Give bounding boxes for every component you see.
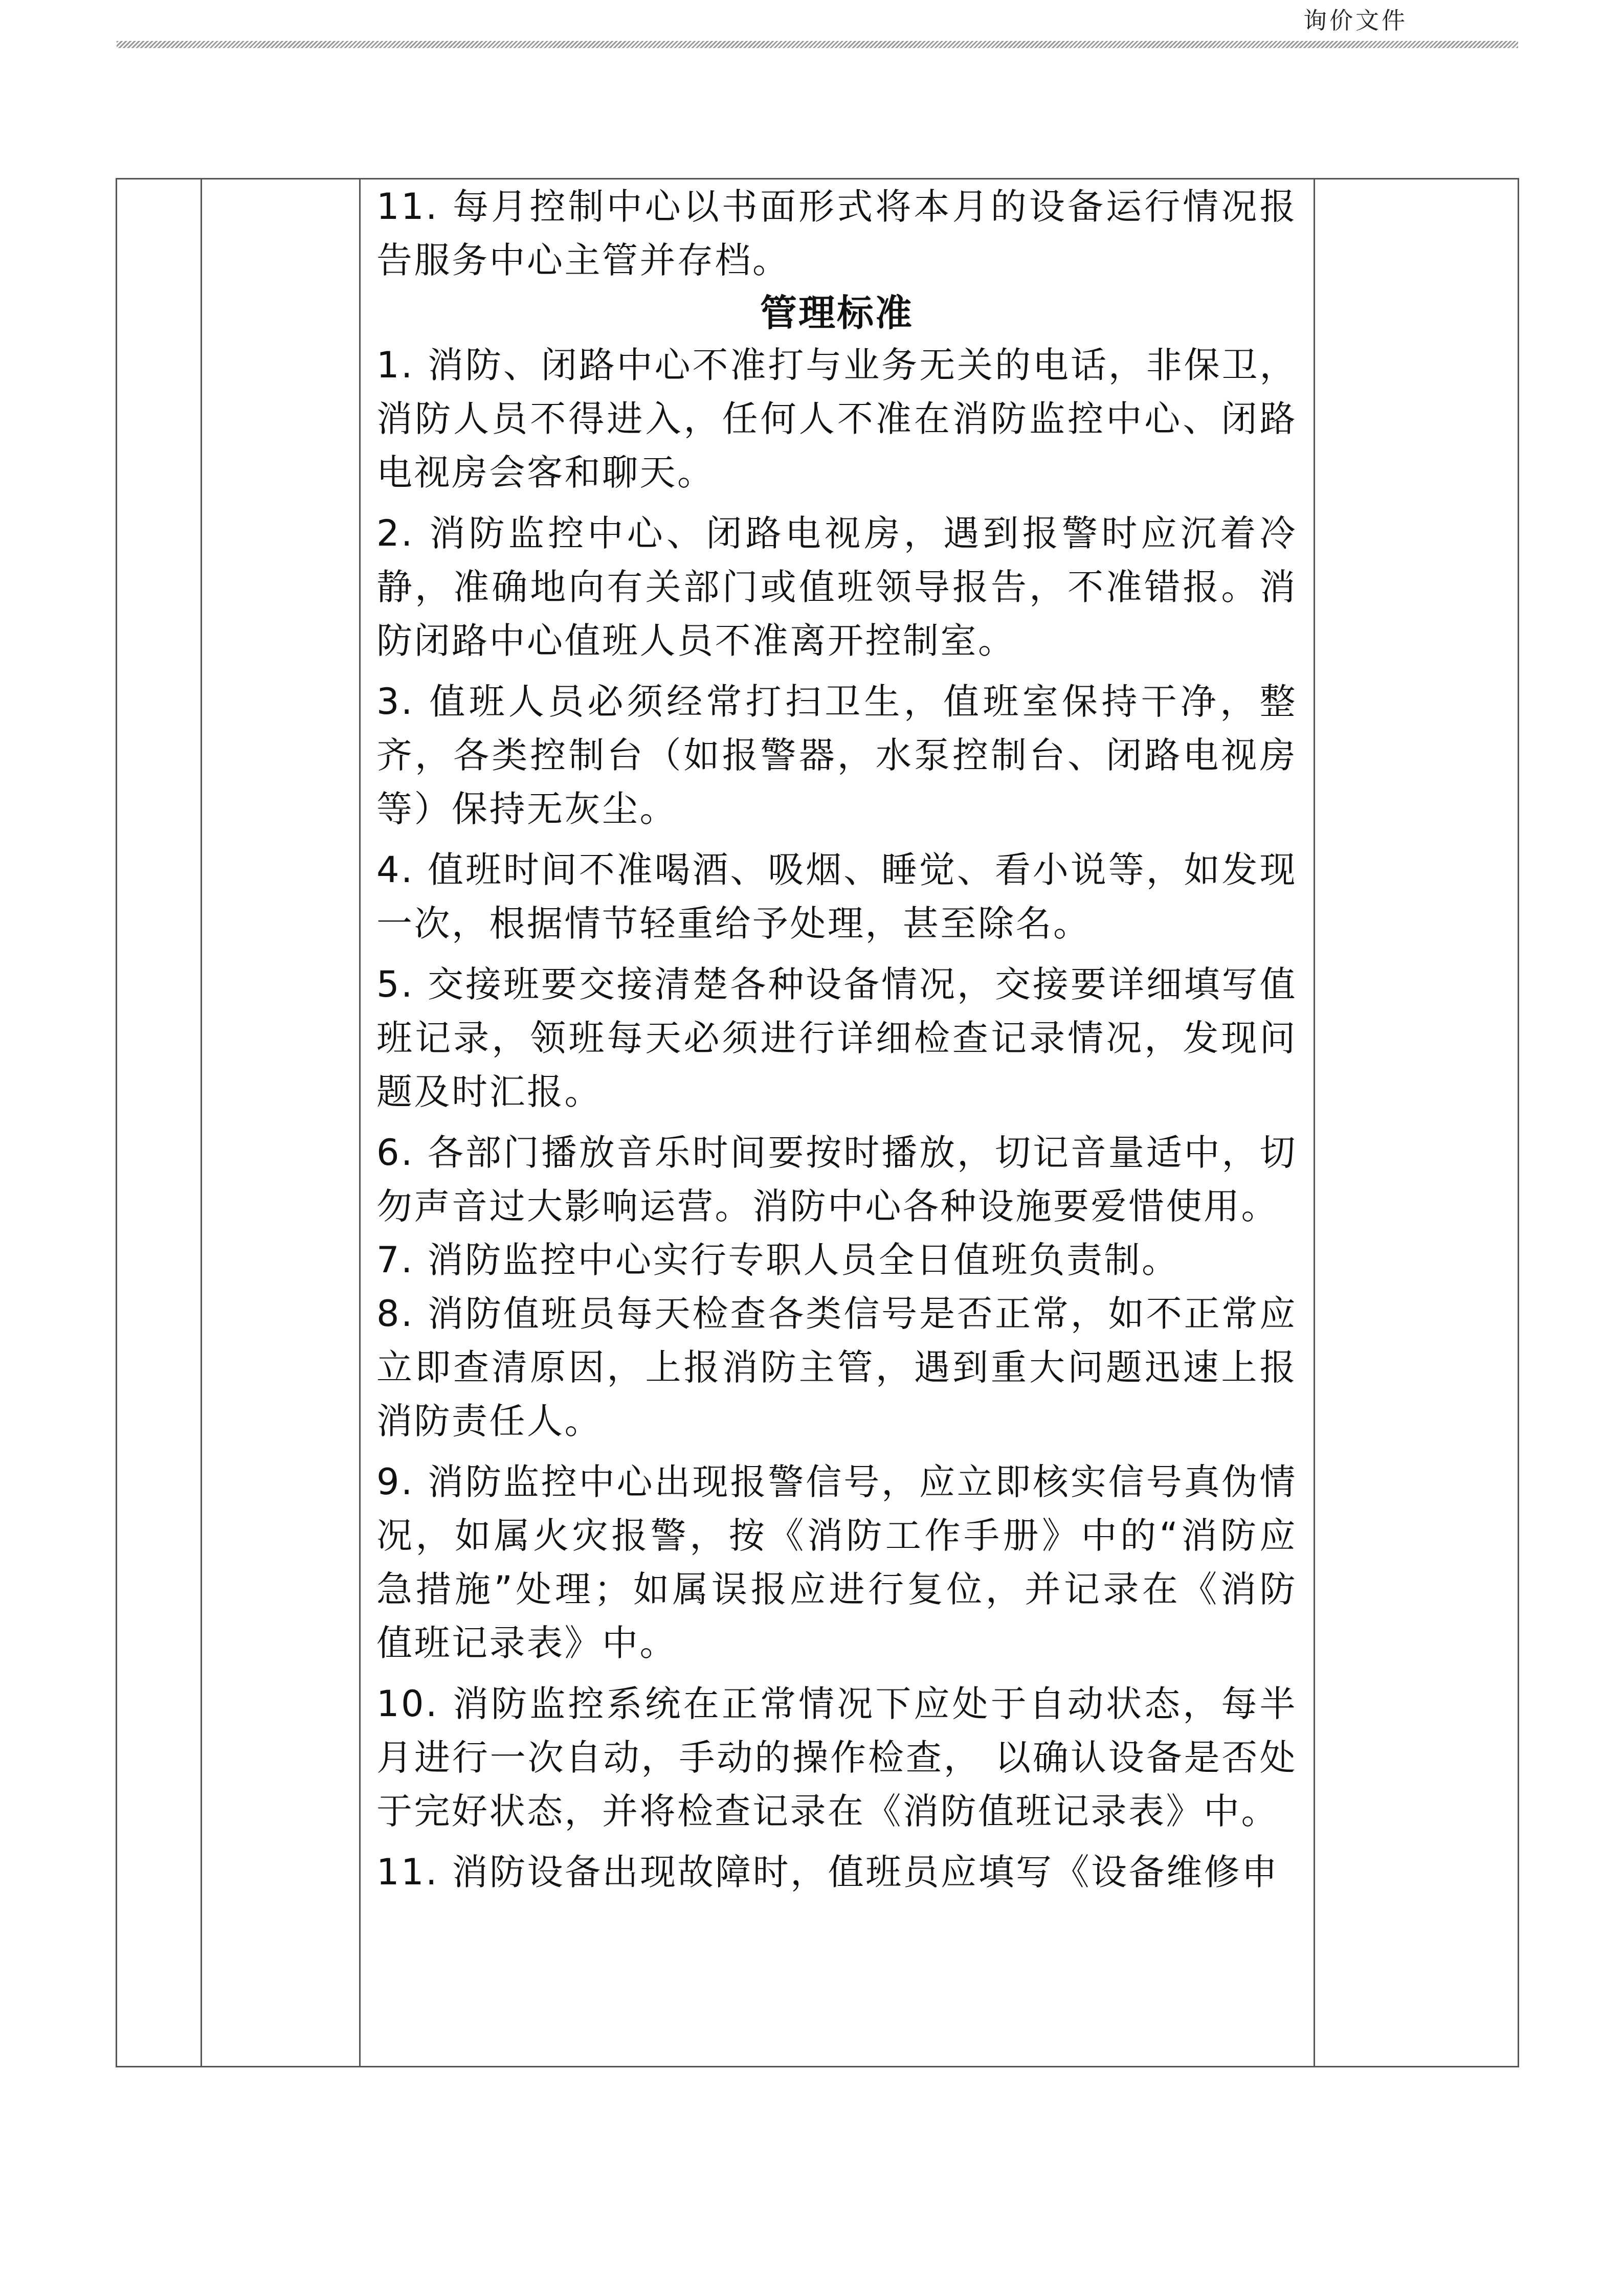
- list-item: 7. 消防监控中心实行专职人员全日值班负责制。: [376, 1239, 1180, 1281]
- list-item: 4. 值班时间不准喝酒、吸烟、睡觉、看小说等，如发现一次，根据情节轻重给予处理，甚至除名。: [376, 849, 1297, 944]
- table-border-top: [116, 178, 1519, 179]
- table-border-right: [1518, 178, 1519, 2067]
- section-heading: 管理标准: [760, 291, 914, 334]
- table-content-cell: [376, 180, 1297, 1899]
- list-item: 6. 各部门播放音乐时间要按时播放，切记音量适中，切勿声音过大影响运营。消防中心各种设施要爱惜使用。: [376, 1132, 1297, 1227]
- list-item: 1. 消防、闭路中心不准打与业务无关的电话，非保卫，消防人员不得进入，任何人不准在消防监控中心、闭路电视房会客和聊天。: [376, 344, 1297, 493]
- list-item: 3. 值班人员必须经常打扫卫生，值班室保持干净，整齐，各类控制台（如报警器，水泵控制台、闭路电视房等）保持无灰尘。: [376, 681, 1297, 830]
- intro-paragraph: 11. 每月控制中心以书面形式将本月的设备运行情况报告服务中心主管并存档。: [376, 186, 1297, 281]
- header-hatched-rule: [117, 41, 1518, 48]
- document-header-label: 询价文件: [1303, 7, 1408, 34]
- list-item: 11. 消防设备出现故障时，值班员应填写《设备维修申: [376, 1851, 1279, 1893]
- table-border-bottom: [116, 2066, 1519, 2067]
- list-item: 5. 交接班要交接清楚各种设备情况，交接要详细填写值班记录，领班每天必须进行详细检查记录情况，发现问题及时汇报。: [376, 963, 1297, 1113]
- table-column-divider-1: [201, 178, 202, 2067]
- list-item: 10. 消防监控系统在正常情况下应处于自动状态，每半月进行一次自动，手动的操作检查， 以确认设备是否处于完好状态，并将检查记录在《消防值班记录表》中。: [376, 1683, 1297, 1832]
- table-column-divider-3: [1314, 178, 1315, 2067]
- list-item: 2. 消防监控中心、闭路电视房，遇到报警时应沉着冷静，准确地向有关部门或值班领导报告，不准错报。消防闭路中心值班人员不准离开控制室。: [376, 512, 1297, 662]
- table-column-divider-2: [359, 178, 361, 2067]
- list-item: 9. 消防监控中心出现报警信号，应立即核实信号真伪情况，如属火灾报警，按《消防工作手册》中的“消防应急措施”处理；如属误报应进行复位，并记录在《消防值班记录表》中。: [376, 1461, 1297, 1664]
- list-item: 8. 消防值班员每天检查各类信号是否正常，如不正常应立即查清原因，上报消防主管，遇到重大问题迅速上报消防责任人。: [376, 1293, 1297, 1442]
- table-border-left: [116, 178, 117, 2067]
